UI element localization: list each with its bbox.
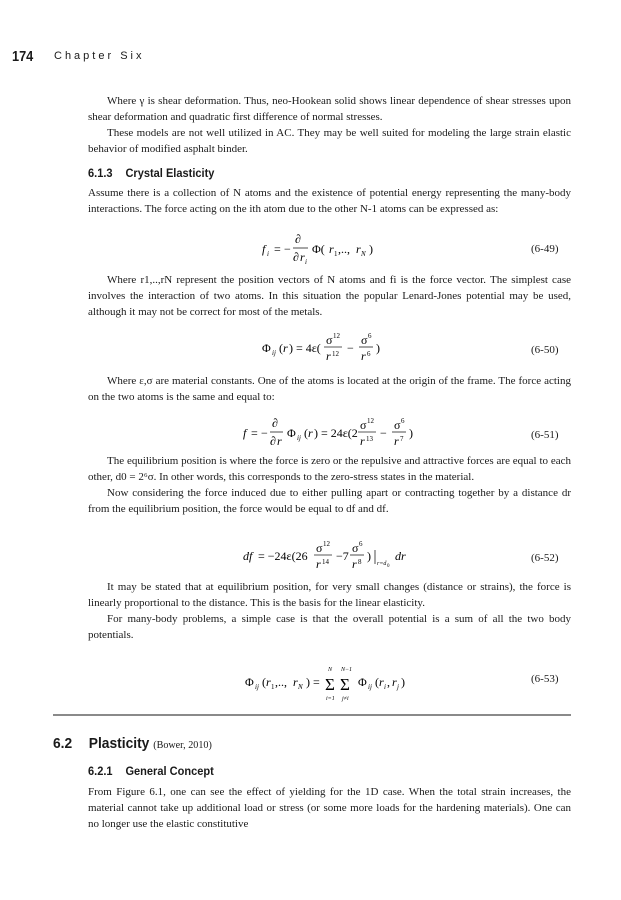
equation-6-51 <box>243 415 423 448</box>
svg-text:=: = <box>251 426 258 440</box>
svg-text:−: − <box>380 426 387 440</box>
svg-text:) = 24ε(2: ) = 24ε(2 <box>314 426 358 440</box>
paragraph-general-concept: From Figure 6.1, one can see the effect of yielding for the 1D case. When the total strain increases, the material cannot take up additional load or stress (or some more loads for the hardening materials). One can no longer use the elastic constitutive <box>88 786 571 830</box>
svg-text:i=1: i=1 <box>326 696 335 702</box>
svg-text:r=d: r=d <box>377 561 387 567</box>
intro-paragraphs <box>88 93 571 157</box>
svg-text:Φ: Φ <box>358 675 367 689</box>
svg-text:,: , <box>387 675 390 689</box>
svg-text:f: f <box>262 242 266 256</box>
svg-text:1: 1 <box>334 250 338 258</box>
svg-text:6: 6 <box>367 350 371 358</box>
svg-text:σ: σ <box>394 418 401 432</box>
citation: (Bower, 2010) <box>153 739 212 751</box>
svg-text:14: 14 <box>322 558 329 566</box>
paragraphs-equilibrium-wrap <box>88 453 571 517</box>
equation-number-6-53: (6-53) <box>531 673 559 685</box>
paragraph-many-body: For many-body problems, a simple case is that the overall potential is a sum of all the two body potentials. <box>88 613 571 641</box>
svg-text:∂: ∂ <box>295 232 301 246</box>
svg-text:dr: dr <box>395 549 406 563</box>
svg-text:∂: ∂ <box>293 250 299 264</box>
svg-text:r: r <box>352 557 357 571</box>
paragraph-ac-models: These models are not well utilized in AC. They may be well suited for modeling the large strain elastic behavior of modified asphalt binder. <box>88 127 571 155</box>
svg-text:ij: ij <box>368 683 372 691</box>
paragraph-linear-elasticity: It may be stated that at equilibrium position, for very small changes (distance or strains), the force is linearly proportional to the distance. This is the basis for the linear elasticity. <box>88 581 571 609</box>
svg-text:0: 0 <box>387 564 390 569</box>
svg-text:Σ: Σ <box>325 675 335 694</box>
section-6-2-heading: 6.2 Plasticity (Bower, 2010) <box>53 735 212 752</box>
svg-text:σ: σ <box>352 541 359 555</box>
equation-number-6-50: (6-50) <box>531 344 559 356</box>
svg-text:−: − <box>347 341 354 355</box>
svg-text:r: r <box>329 242 334 256</box>
svg-text:−: − <box>261 426 268 440</box>
svg-text:): ) <box>409 426 413 440</box>
svg-text:r: r <box>392 675 397 689</box>
svg-text:N−1: N−1 <box>341 667 353 673</box>
equation-6-52 <box>243 538 423 571</box>
equation-number-6-49: (6-49) <box>531 243 559 255</box>
svg-text:8: 8 <box>358 558 362 566</box>
paragraph-general-concept-wrap <box>88 784 571 832</box>
svg-text:): ) <box>367 549 371 563</box>
svg-text:r: r <box>394 434 399 448</box>
svg-text:i: i <box>384 683 386 691</box>
section-6-1-3-heading: 6.1.3 Crystal Elasticity <box>88 166 215 180</box>
svg-text:σ: σ <box>360 418 367 432</box>
svg-text:∂: ∂ <box>272 416 278 430</box>
svg-text:σ: σ <box>361 333 368 347</box>
svg-text:N: N <box>328 667 333 673</box>
paragraph-force-induced: Now considering the force induced due to either pulling apart or contracting together by a distance dr from the equilibrium position, the force would be equal to df and df. <box>88 487 571 515</box>
svg-text:r: r <box>300 250 305 264</box>
svg-text:r: r <box>379 675 384 689</box>
svg-text:1: 1 <box>271 683 275 691</box>
svg-text:Σ: Σ <box>340 675 350 694</box>
svg-text:): ) <box>376 341 380 355</box>
section-6-2-1-heading: 6.2.1 General Concept <box>88 764 214 778</box>
svg-text:σ: σ <box>316 541 323 555</box>
svg-text:12: 12 <box>333 332 340 340</box>
svg-text:j≠i: j≠i <box>342 696 349 702</box>
equation-number-6-52: (6-52) <box>531 552 559 564</box>
paragraph-crystal-intro: Assume there is a collection of N atoms and the existence of potential energy representing the many-body interactions. The force acting on the ith atom due to the other N-1 atoms can be expressed as: <box>88 187 571 215</box>
paragraph-position-vectors-wrap <box>88 272 571 320</box>
svg-text:r: r <box>283 341 288 355</box>
svg-text:12: 12 <box>323 540 330 548</box>
svg-text:N: N <box>298 683 303 691</box>
svg-text:ij: ij <box>297 434 301 442</box>
svg-text:−7: −7 <box>336 549 349 563</box>
svg-text:r: r <box>361 349 366 363</box>
svg-text:6: 6 <box>401 417 405 425</box>
svg-text:) = 4ε(: ) = 4ε( <box>289 341 321 355</box>
svg-text:j: j <box>397 683 399 691</box>
equation-6-53 <box>245 662 425 702</box>
paragraph-position-vectors: Where r1,..,rN represent the position vectors of N atoms and fi is the force vector. The simplest case involves the interaction of two atoms. In this situation the popular Lenard-Jones potential may be used, although it may not be correct for most of the metals. <box>88 274 571 318</box>
chapter-title: Chapter Six <box>54 50 145 62</box>
svg-text:−: − <box>284 242 291 256</box>
svg-text:N: N <box>361 250 366 258</box>
paragraph-material-constants: Where ε,σ are material constants. One of the atoms is located at the origin of the frame. The force acting on the two atoms is the same and equal to: <box>88 375 571 403</box>
equation-6-49 <box>262 232 422 266</box>
page-number: 174 <box>12 48 34 65</box>
svg-text:6: 6 <box>368 332 372 340</box>
svg-text:) =: ) = <box>306 675 320 689</box>
paragraph-material-constants-wrap <box>88 373 571 405</box>
svg-text:13: 13 <box>366 435 373 443</box>
svg-text:f: f <box>243 426 247 440</box>
svg-text:ij: ij <box>255 683 259 691</box>
svg-text:(: ( <box>375 675 379 689</box>
svg-text:r: r <box>293 675 298 689</box>
svg-text:r: r <box>356 242 361 256</box>
section-divider <box>53 714 571 716</box>
svg-text:r: r <box>316 557 321 571</box>
svg-text:= −24ε(26: = −24ε(26 <box>258 549 308 563</box>
paragraph-equilibrium: The equilibrium position is where the force is zero or the repulsive and attractive forces are equal to each other, d0 = 2⁶σ. In other words, this corresponds to the zero-stress states in the material. <box>88 455 571 483</box>
svg-text:(: ( <box>304 426 308 440</box>
svg-text:7: 7 <box>400 435 404 443</box>
svg-text:12: 12 <box>332 350 339 358</box>
svg-text:=: = <box>274 242 281 256</box>
equation-6-50 <box>262 330 422 363</box>
svg-text:Φ: Φ <box>245 675 254 689</box>
svg-text:r: r <box>326 349 331 363</box>
svg-text:): ) <box>369 242 373 256</box>
svg-text:Φ: Φ <box>287 426 296 440</box>
svg-text:12: 12 <box>367 417 374 425</box>
svg-text:ij: ij <box>272 349 276 357</box>
svg-text:r: r <box>360 434 365 448</box>
svg-text:σ: σ <box>326 333 333 347</box>
svg-text:,..,: ,.., <box>338 242 350 256</box>
paragraph-neo-hookean: Where γ is shear deformation. Thus, neo-Hookean solid shows linear dependence of shear stresses upon shear deformation and quadratic first difference of normal stresses. <box>88 95 571 123</box>
equation-number-6-51: (6-51) <box>531 429 559 441</box>
svg-text:r: r <box>308 426 313 440</box>
svg-text:(: ( <box>262 675 266 689</box>
svg-text:∂: ∂ <box>270 434 276 448</box>
svg-text:df: df <box>243 549 253 563</box>
svg-text:6: 6 <box>359 540 363 548</box>
svg-text:r: r <box>277 434 282 448</box>
svg-text:,..,: ,.., <box>275 675 287 689</box>
svg-text:Φ(: Φ( <box>312 242 325 256</box>
svg-text:Φ: Φ <box>262 341 271 355</box>
svg-text:(: ( <box>279 341 283 355</box>
svg-text:i: i <box>305 258 307 266</box>
paragraph-crystal-intro-wrap <box>88 185 571 217</box>
paragraphs-linearity-wrap <box>88 579 571 643</box>
svg-text:): ) <box>401 675 405 689</box>
svg-text:r: r <box>266 675 271 689</box>
svg-text:i: i <box>267 250 269 258</box>
